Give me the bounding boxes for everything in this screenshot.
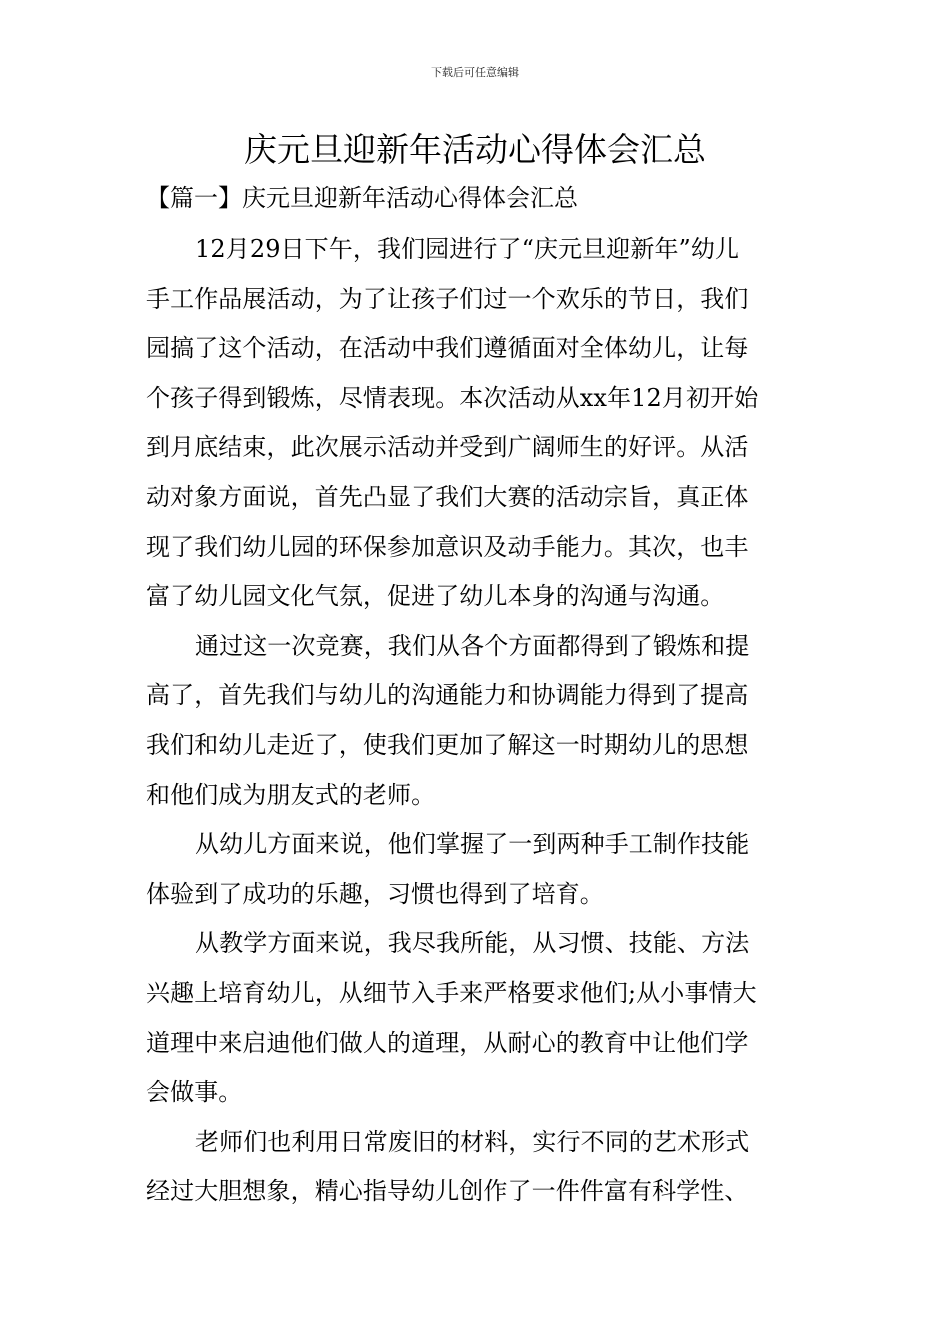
- paragraph: [146, 824, 806, 923]
- paragraph-line: 园搞了这个活动，在活动中我们遵循面对全体幼儿，让每: [146, 334, 749, 363]
- document-title: 庆元旦迎新年活动心得体会汇总: [244, 130, 706, 169]
- paragraph-line: 兴趣上培育幼儿，从细节入手来严格要求他们;从小事情大: [146, 978, 757, 1007]
- paragraph-line: 经过大胆想象，精心指导幼儿创作了一件件富有科学性、: [146, 1177, 749, 1206]
- paragraph-line: 到月底结束，此次展示活动并受到广阔师生的好评。从活: [146, 433, 749, 462]
- paragraph: [146, 1122, 806, 1221]
- paragraph: [146, 923, 806, 1121]
- paragraph-line: 道理中来启迪他们做人的道理，从耐心的教育中让他们学: [146, 1028, 749, 1057]
- section-heading: 【篇一】庆元旦迎新年活动心得体会汇总: [146, 184, 578, 212]
- paragraph-line: 富了幼儿园文化气氛，促进了幼儿本身的沟通与沟通。: [146, 582, 725, 611]
- paragraph-line: 动对象方面说，首先凸显了我们大赛的活动宗旨，真正体: [146, 482, 749, 511]
- paragraph-line: 老师们也利用日常废旧的材料，实行不同的艺术形式: [195, 1127, 750, 1156]
- paragraph-line: 12月29日下午，我们园进行了“庆元旦迎新年”幼儿: [195, 235, 740, 263]
- header-note: 下载后可任意编辑: [431, 66, 519, 79]
- paragraph: [146, 229, 806, 626]
- paragraph-line: 我们和幼儿走近了，使我们更加了解这一时期幼儿的思想: [146, 730, 749, 759]
- paragraph-line: 和他们成为朋友式的老师。: [146, 780, 436, 809]
- paragraph-line: 从幼儿方面来说，他们掌握了一到两种手工制作技能: [195, 830, 750, 859]
- paragraph-line: 现了我们幼儿园的环保参加意识及动手能力。其次，也丰: [146, 532, 749, 561]
- paragraph-line: 从教学方面来说，我尽我所能，从习惯、技能、方法: [195, 929, 750, 958]
- paragraph-line: 通过这一次竞赛，我们从各个方面都得到了锻炼和提: [195, 631, 750, 660]
- paragraph-line: 手工作品展活动，为了让孩子们过一个欢乐的节日，我们: [146, 284, 749, 313]
- paragraph-line: 会做事。: [146, 1078, 243, 1107]
- document-body: [146, 229, 806, 1221]
- paragraph-line: 高了，首先我们与幼儿的沟通能力和协调能力得到了提高: [146, 681, 749, 710]
- paragraph-line: 体验到了成功的乐趣，习惯也得到了培育。: [146, 879, 604, 908]
- paragraph-line: 个孩子得到锻炼，尽情表现。本次活动从xx年12月初开始: [146, 383, 759, 412]
- paragraph: [146, 626, 806, 824]
